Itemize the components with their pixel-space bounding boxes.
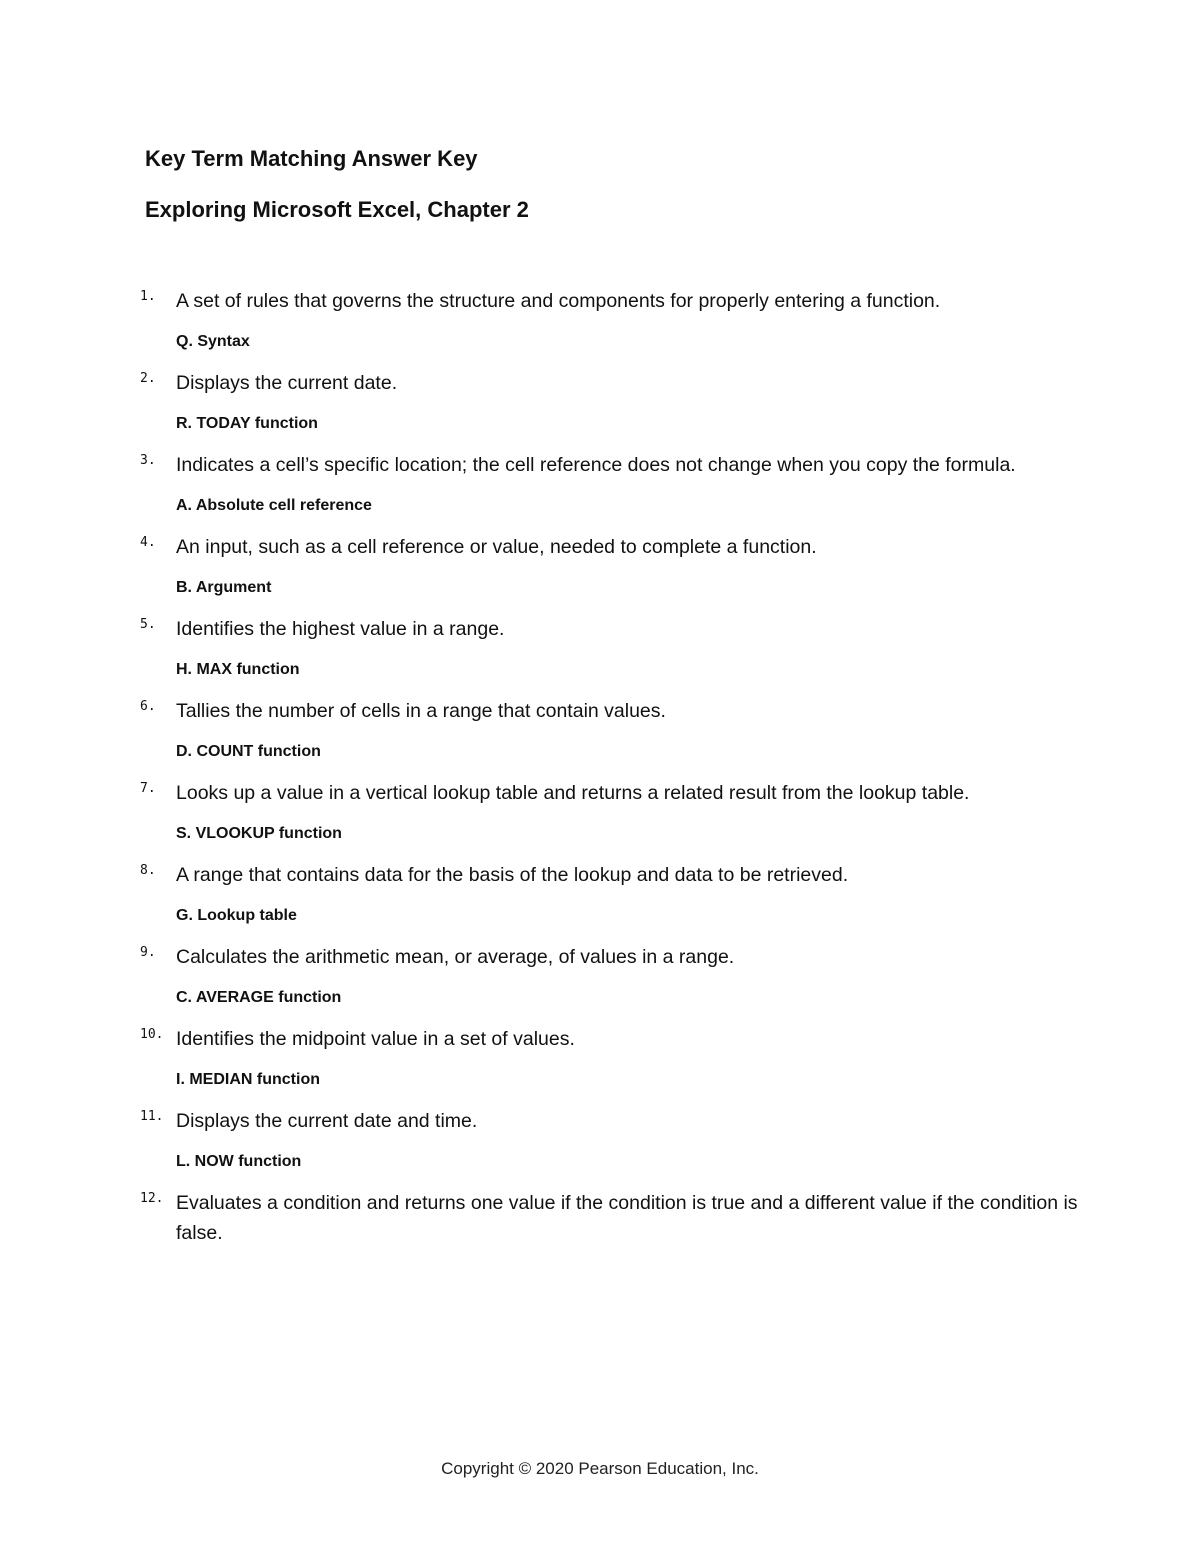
item-number: 10. [140,1027,164,1042]
item-number: 6. [140,699,156,714]
item-answer: L. NOW function [176,1153,302,1170]
item-answer: R. TODAY function [176,415,318,432]
list-item [140,614,1080,680]
list-item [140,532,1080,598]
document-title: Key Term Matching Answer Key [145,146,478,171]
item-number: 1. [140,289,156,304]
item-definition: Tallies the number of cells in a range that contain values. [176,700,666,722]
item-definition: A range that contains data for the basis of the lookup and data to be retrieved. [176,864,849,886]
item-answer: C. AVERAGE function [176,989,342,1006]
list-item [140,696,1080,762]
item-definition: Identifies the highest value in a range. [176,618,505,640]
key-term-list [140,286,1080,1248]
item-answer: D. COUNT function [176,743,321,760]
item-answer: A. Absolute cell reference [176,497,372,514]
item-definition: Evaluates a condition and returns one value if the condition is true and a different value if the condition is false. [176,1192,1078,1244]
item-number: 2. [140,371,156,386]
item-number: 9. [140,945,156,960]
list-item [140,860,1080,926]
item-answer: H. MAX function [176,661,300,678]
list-item [140,286,1080,352]
list-item [140,368,1080,434]
document-subtitle: Exploring Microsoft Excel, Chapter 2 [145,197,529,222]
item-answer: G. Lookup table [176,907,297,924]
item-answer: S. VLOOKUP function [176,825,342,842]
item-definition: Looks up a value in a vertical lookup table and returns a related result from the lookup table. [176,782,970,804]
item-definition: An input, such as a cell reference or value, needed to complete a function. [176,536,817,558]
item-definition: Displays the current date and time. [176,1110,478,1132]
item-answer: I. MEDIAN function [176,1071,320,1088]
item-number: 3. [140,453,156,468]
item-number: 5. [140,617,156,632]
item-number: 7. [140,781,156,796]
item-number: 11. [140,1109,164,1124]
item-definition: A set of rules that governs the structure and components for properly entering a function. [176,290,941,312]
list-item [140,1024,1080,1090]
item-answer: Q. Syntax [176,333,250,350]
item-definition: Displays the current date. [176,372,398,394]
list-item [140,1106,1080,1172]
copyright-footer: Copyright © 2020 Pearson Education, Inc. [441,1459,759,1478]
item-number: 8. [140,863,156,878]
item-definition: Calculates the arithmetic mean, or average, of values in a range. [176,946,735,968]
item-definition: Indicates a cell’s specific location; the cell reference does not change when you copy the formula. [176,454,1016,476]
list-item [140,942,1080,1008]
item-number: 4. [140,535,156,550]
list-item [140,778,1080,844]
item-number: 12. [140,1191,164,1206]
item-definition: Identifies the midpoint value in a set of values. [176,1028,575,1050]
item-answer: B. Argument [176,579,272,596]
list-item [140,1188,1080,1248]
list-item [140,450,1080,516]
